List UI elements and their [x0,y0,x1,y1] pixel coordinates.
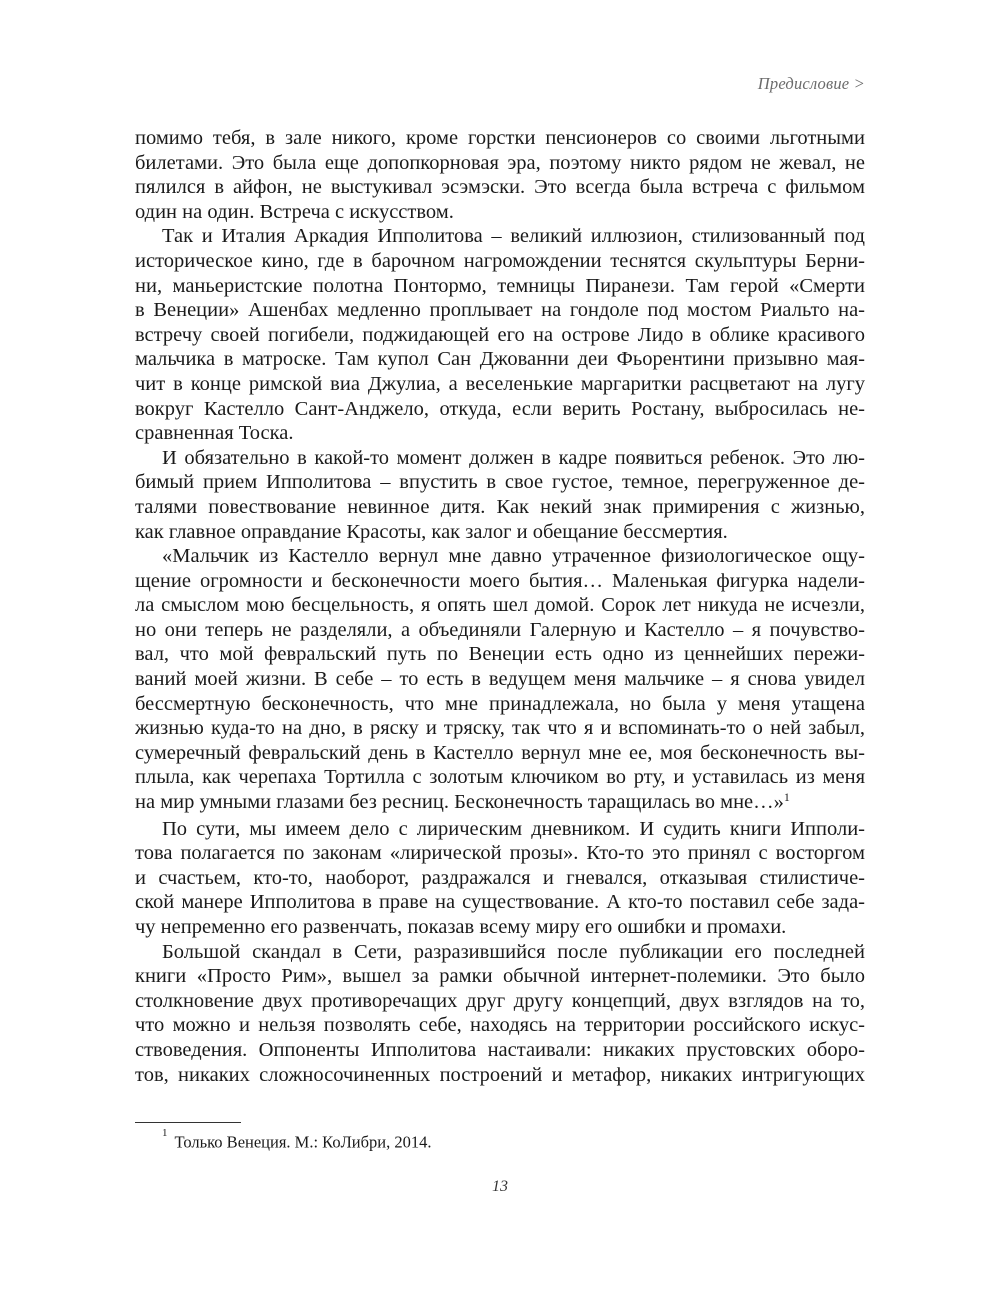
text-line: что можно и нельзя позволять себе, находясь на территории российского искус- [135,1014,865,1037]
text-line: сравненная Тоска. [135,422,294,445]
text-line: това полагается по законам «лирической прозы». Кто-то это принял с восторгом [135,842,865,865]
quote-line: ла смыслом мою бесцельность, я опять шел домой. Сорок лет никуда не исчезли, [135,594,865,617]
footnote-divider [135,1122,241,1123]
text-line: книги «Просто Рим», вышел за рамки обычной интернет-полемики. Это было [135,965,865,988]
text-line: ни, маньеристские полотна Понтормо, темницы Пиранези. Там герой «Смерти [135,274,865,297]
quote-first-line: «Мальчик из Кастелло вернул мне давно утраченное физиологическое ощу- [162,545,865,568]
text-line: пялился в айфон, не выстукивал эсэмэски. Это всегда была встреча с фильмом [135,176,865,199]
paragraph-first-line: Так и Италия Аркадия Ипполитова – великий иллюзион, стилизованный под [162,225,865,248]
text-line: столкновение двух противоречащих друг другу концепций, двух взглядов на то, [135,989,865,1012]
text-line: в Венеции» Ашенбах медленно проплывает на гондоле под мостом Риальто на- [135,299,865,322]
quote-line: вал, что мой февральский путь по Венеции есть одно из ценнейших пережи- [135,643,865,666]
text-line: как главное оправдание Красоты, как залог и обещание бессмертия. [135,520,728,543]
paragraph-first-line: И обязательно в какой-то момент должен в кадре появиться ребенок. Это лю- [162,446,865,469]
text-line: ской манере Ипполитова в праве на существование. А кто-то поставил себе зада- [135,891,865,914]
footnote-number: 1 [162,1127,168,1139]
paragraph-first-line: По сути, мы имеем дело с лирическим дневником. И судить книги Ипполи- [162,817,865,840]
text-line: бимый прием Ипполитова – впустить в свое густое, темное, перегруженное де- [135,471,865,494]
footnote-reference[interactable]: 1 [783,790,790,805]
quote-line: щение огромности и бесконечности моего бытия… Маленькая фигурка надели- [135,569,865,592]
text-line: чит в конце римской виа Джулиа, а веселенькие маргаритки расцветают на лугу [135,372,865,395]
text-line: ствоведения. Оппоненты Ипполитова настаивали: никаких прустовских оборо- [135,1038,865,1061]
text-line: вокруг Кастелло Сант-Анджело, откуда, если верить Ростану, выбросилась не- [135,397,865,420]
quote-line: но они теперь не разделяли, а объединяли Галерную и Кастелло – я почувство- [135,618,865,641]
quote-line: плыла, как черепаха Тортилла с золотым ключиком во рту, и уставилась из меня [135,766,865,789]
text-line: тов, никаких сложносочиненных построений и метафор, никаких интригующих [135,1063,865,1086]
text-line: один на один. Встреча с искусством. [135,200,454,223]
text-line: билетами. Это была еще допопкорновая эра, поэтому никто рядом не жевал, не [135,151,865,174]
quote-last-line [135,790,865,817]
quote-line: бессмертную бесконечность, что мне принадлежала, но была у меня утащена [135,692,865,715]
body-text [135,126,865,1087]
quote-line: сумеречный февральский день в Кастелло вернул мне ее, моя бесконечность вы- [135,741,865,764]
text-line: историческое кино, где в барочном нагромождении теснятся скульптуры Берни- [135,249,865,272]
running-header-title: Предисловие > [757,74,865,93]
text-line: чу непременно его развенчать, показав всему миру его ошибки и промахи. [135,916,787,938]
text-line: и счастьем, кто-то, наоборот, раздражался и гневался, отказывая стилистиче- [135,866,865,889]
page-number: 13 [492,1178,508,1195]
footnote-text: Только Венеция. М.: КоЛибри, 2014. [174,1132,432,1152]
paragraph-first-line: Большой скандал в Сети, разразившийся после публикации его последней [162,940,865,963]
text-line: мальчика в матроске. Там купол Сан Джованни деи Фьорентини призывно мая- [135,348,865,371]
text-line: встречу своей погибели, поджидающей его на острове Лидо в облике красивого [135,323,865,346]
footnote [162,1127,431,1154]
quote-line: жизнью куда-то на дно, в ряску и тряску, так что я и вспоминать-то о ней забыл, [135,717,865,740]
quote-line: ваний моей жизни. В себе – то есть в ведущем меня мальчике – я снова увидел [135,668,865,691]
quote-last-line-text: на мир умными глазами без ресниц. Бесконечность таращилась во мне…» [135,791,784,814]
text-line: талями повествование невинное дитя. Как некий знак примирения с жизнью, [135,495,865,518]
text-line: помимо тебя, в зале никого, кроме горстки пенсионеров со своими льготными [135,127,865,149]
